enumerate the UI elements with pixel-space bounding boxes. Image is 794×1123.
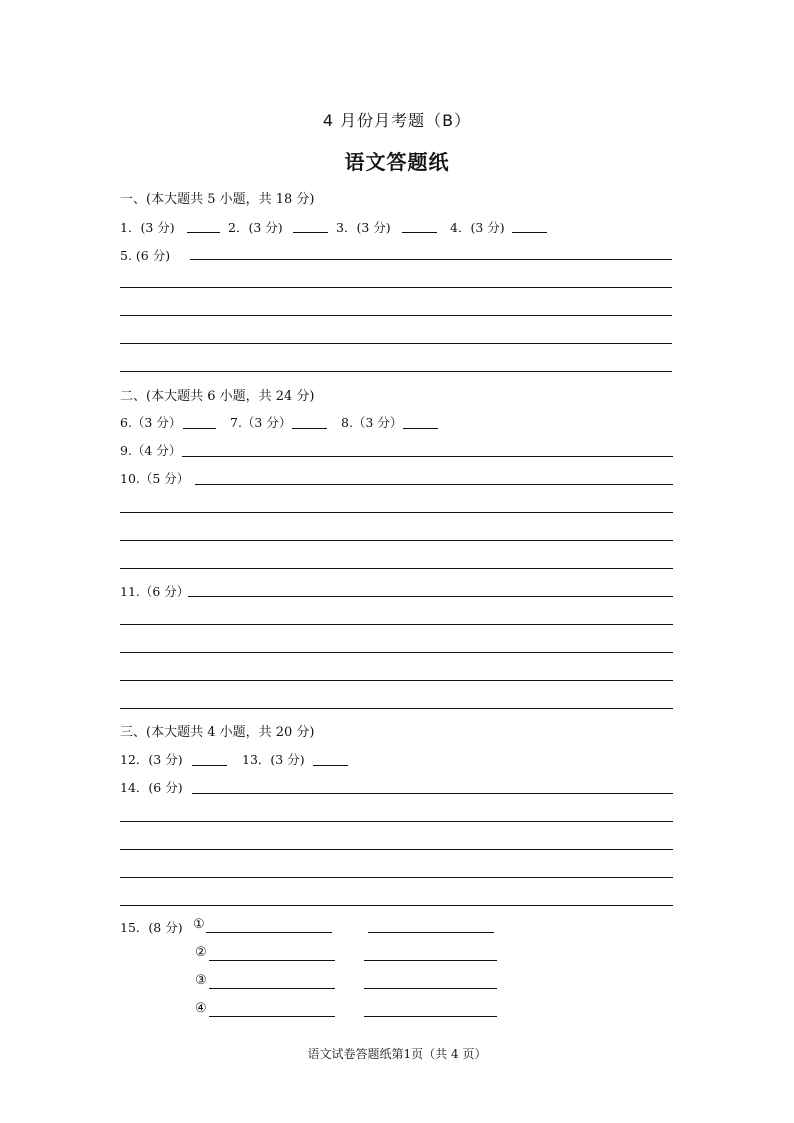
item-marker-4: ④ xyxy=(195,1001,207,1016)
exam-title: 4 月份月考题（B） xyxy=(322,111,472,130)
q15-answer-blank[interactable] xyxy=(209,960,335,961)
q8-label: 8.（3 分） xyxy=(341,415,403,430)
q15-answer-blank[interactable] xyxy=(209,1016,335,1017)
q11-answer-line[interactable] xyxy=(120,624,673,625)
item-marker-2: ② xyxy=(195,945,207,960)
q10-label: 10.（5 分） xyxy=(120,471,190,486)
q14-label: 14．(6 分) xyxy=(120,780,183,795)
q7-label: 7.（3 分） xyxy=(230,415,292,430)
section3-heading: 三、(本大题共 4 小题，共 20 分) xyxy=(120,725,315,740)
q11-label: 11.（6 分） xyxy=(120,584,190,599)
q15-answer-blank[interactable] xyxy=(209,988,335,989)
q5-answer-line[interactable] xyxy=(190,259,672,260)
item-marker-1: ① xyxy=(193,917,205,932)
q5-answer-line[interactable] xyxy=(120,315,672,316)
q15-label: 15．(8 分) xyxy=(120,920,183,935)
q14-answer-line[interactable] xyxy=(120,905,673,906)
q15-answer-blank[interactable] xyxy=(364,1016,497,1017)
q11-answer-line[interactable] xyxy=(120,680,673,681)
q5-answer-line[interactable] xyxy=(120,287,672,288)
q11-answer-line[interactable] xyxy=(120,652,673,653)
q3-label: 3．(3 分) xyxy=(336,220,391,235)
q11-answer-line[interactable] xyxy=(120,708,673,709)
q12-answer-blank[interactable] xyxy=(192,765,227,766)
q14-answer-line[interactable] xyxy=(120,821,673,822)
q6-answer-blank[interactable] xyxy=(183,428,216,429)
q1-label: 1．(3 分) xyxy=(120,220,175,235)
q5-label: 5. (6 分) xyxy=(120,248,171,263)
q14-answer-line[interactable] xyxy=(192,793,673,794)
q14-answer-line[interactable] xyxy=(120,877,673,878)
q4-label: 4．(3 分) xyxy=(450,220,505,235)
q1-answer-blank[interactable] xyxy=(187,232,220,233)
q15-answer-blank[interactable] xyxy=(364,988,497,989)
q8-answer-blank[interactable] xyxy=(403,428,438,429)
q15-answer-blank[interactable] xyxy=(206,932,332,933)
q6-label: 6.（3 分） xyxy=(120,415,182,430)
q5-answer-line[interactable] xyxy=(120,371,672,372)
q10-answer-line[interactable] xyxy=(120,540,673,541)
q3-answer-blank[interactable] xyxy=(402,232,437,233)
page-footer: 语文试卷答题纸第1页（共 4 页） xyxy=(307,1047,487,1061)
section1-heading: 一、(本大题共 5 小题，共 18 分) xyxy=(120,192,315,207)
q10-answer-line[interactable] xyxy=(195,484,673,485)
item-marker-3: ③ xyxy=(195,973,207,988)
q13-answer-blank[interactable] xyxy=(313,765,348,766)
q9-answer-line[interactable] xyxy=(182,456,673,457)
section2-heading: 二、(本大题共 6 小题，共 24 分) xyxy=(120,389,315,404)
q12-label: 12．(3 分) xyxy=(120,752,183,767)
q10-answer-line[interactable] xyxy=(120,568,673,569)
q11-answer-line[interactable] xyxy=(188,596,673,597)
q15-answer-blank[interactable] xyxy=(364,960,497,961)
q15-answer-blank[interactable] xyxy=(368,932,494,933)
q14-answer-line[interactable] xyxy=(120,849,673,850)
q4-answer-blank[interactable] xyxy=(512,232,547,233)
paper-title: 语文答题纸 xyxy=(344,150,450,174)
q5-answer-line[interactable] xyxy=(120,343,672,344)
q2-label: 2．(3 分) xyxy=(228,220,283,235)
q7-answer-blank[interactable] xyxy=(292,428,327,429)
q2-answer-blank[interactable] xyxy=(293,232,328,233)
q13-label: 13．(3 分) xyxy=(242,752,305,767)
q9-label: 9.（4 分） xyxy=(120,443,182,458)
q10-answer-line[interactable] xyxy=(120,512,673,513)
